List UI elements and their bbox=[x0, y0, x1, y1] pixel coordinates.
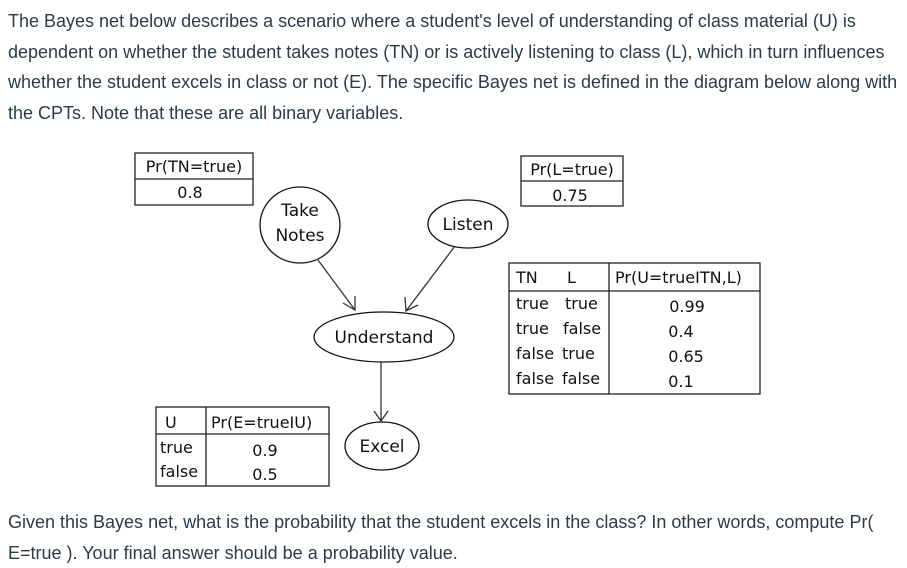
cpt-u-row-l: true bbox=[562, 344, 595, 363]
edge-listen-to-understand bbox=[405, 246, 455, 311]
cpt-u-row-tn: false bbox=[516, 369, 555, 388]
cpt-e-row-u: false bbox=[160, 462, 199, 481]
node-listen bbox=[428, 200, 508, 248]
cpt-u-row-l: true bbox=[565, 294, 598, 313]
cpt-u-row-p: 0.65 bbox=[668, 347, 704, 366]
node-understand-label: Understand bbox=[334, 328, 434, 348]
intro-paragraph: The Bayes net below describes a scenario where a student's level of understanding of class material (U) is dependent on whether the student takes notes (TN) or is actively listening to class (L), which in turn influences whether the student excels in class or not (E). The specific Bayes net is defined in the diagram below along with the CPTs. Note that these are all binary variables. bbox=[8, 11, 898, 123]
node-excel-label: Excel bbox=[359, 437, 405, 457]
cpt-u-row-p: 0.4 bbox=[668, 322, 694, 341]
edge-understand-to-excel bbox=[374, 362, 388, 421]
cpt-u-col-tn: TN bbox=[516, 268, 538, 287]
cpt-u-row-tn: true bbox=[516, 294, 549, 313]
cpt-u-row-l: false bbox=[563, 319, 602, 338]
node-take-notes-line1: Take bbox=[281, 201, 319, 221]
edge-take-notes-to-understand bbox=[318, 260, 355, 310]
node-understand bbox=[314, 312, 454, 362]
cpt-tn-header: Pr(TN=true) bbox=[145, 157, 243, 176]
cpt-tn-table bbox=[135, 153, 253, 205]
cpt-u-col-l: L bbox=[567, 268, 576, 287]
node-excel bbox=[345, 422, 419, 470]
cpt-u-row-l: false bbox=[562, 369, 601, 388]
cpt-l-value: 0.75 bbox=[552, 186, 588, 205]
cpt-e-row-u: true bbox=[160, 438, 193, 457]
cpt-e-row-p: 0.5 bbox=[252, 465, 278, 484]
cpt-u-col-prob: Pr(U=trueITN,L) bbox=[615, 268, 742, 287]
cpt-e-row-p: 0.9 bbox=[252, 441, 278, 460]
cpt-tn-value: 0.8 bbox=[177, 183, 203, 202]
node-take-notes bbox=[260, 187, 340, 263]
cpt-u-row-p: 0.99 bbox=[669, 297, 705, 316]
cpt-l-table bbox=[521, 156, 623, 206]
cpt-e-col-u: U bbox=[165, 413, 177, 432]
cpt-l-header: Pr(L=true) bbox=[530, 160, 614, 179]
node-listen-label: Listen bbox=[442, 215, 494, 235]
question-paragraph: Given this Bayes net, what is the probability that the student excels in the class? In other words, compute Pr( E=true ). Your final answer should be a probability value. bbox=[8, 512, 874, 563]
cpt-u-row-tn: false bbox=[516, 344, 555, 363]
cpt-e-table bbox=[156, 407, 329, 486]
node-take-notes-line2: Notes bbox=[275, 226, 325, 246]
cpt-u-table bbox=[509, 263, 760, 394]
cpt-u-row-p: 0.1 bbox=[668, 372, 694, 391]
cpt-u-row-tn: true bbox=[516, 319, 549, 338]
cpt-e-col-prob: Pr(E=trueIU) bbox=[211, 413, 313, 432]
